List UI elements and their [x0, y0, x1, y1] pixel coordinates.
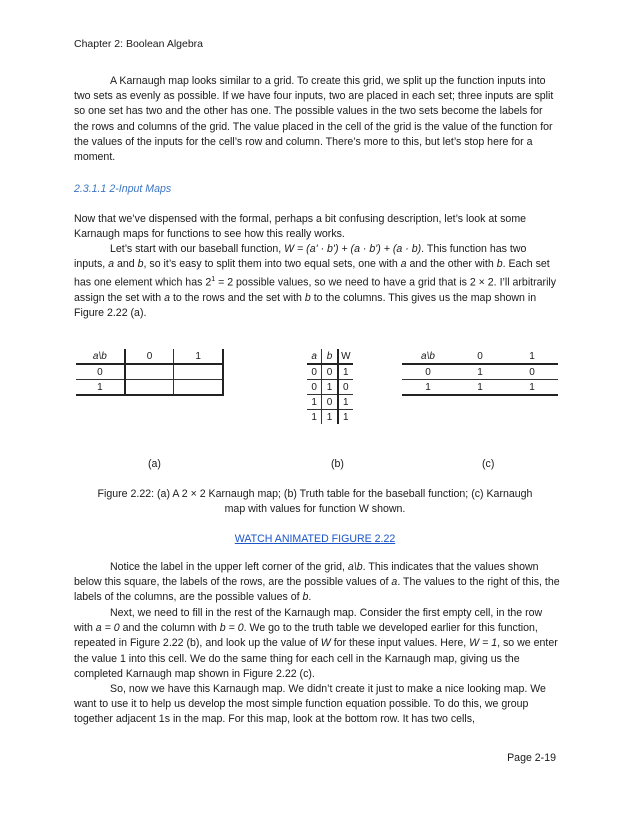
kmap-col-label: 0	[125, 349, 174, 364]
kmap-cell	[174, 380, 223, 396]
truth-header: a	[307, 349, 322, 364]
kmap-cell	[174, 364, 223, 380]
intro-paragraph: A Karnaugh map looks similar to a grid. To create this grid, we split up the function inputs into two sets as evenly as possible. If we have four inputs, two are placed in each set; three inputs are split so one set has two and the other has one. The possible values in the two sets become the labels for the rows and columns of the grid. The value placed in the cell of the grid is the value of the function for the values of the inputs for the cell’s row and column. There’s more to this, but let’s stop here for a moment.	[74, 75, 554, 164]
truth-cell: 1	[322, 380, 338, 395]
kmap-cell	[125, 364, 174, 380]
figure-caption: Figure 2.22: (a) A 2 × 2 Karnaugh map; (b) Truth table for the baseball function; (c) Karnaugh map with values for function W shown.	[97, 488, 533, 516]
truth-cell: 1	[307, 410, 322, 425]
kmap-cell	[125, 380, 174, 396]
kmap-cell: 1	[477, 366, 483, 378]
truth-cell: 1	[307, 395, 322, 410]
kmap-row-label: 0	[76, 364, 125, 380]
kmap-row-label: 1	[425, 381, 431, 393]
truth-cell: 0	[343, 381, 349, 393]
kmap-cell: 0	[529, 366, 535, 378]
paragraph-4: Notice the label in the upper left corner of the grid, a\b. This indicates that the values shown below this square, the labels of the rows, are the possible values of a. The values to the right of this, the labels of the columns, are the possible values of b.	[74, 561, 560, 604]
figure-label-b: (b)	[331, 458, 344, 470]
kmap-corner-label: a\b	[421, 350, 435, 362]
kmap-col-label: 1	[174, 349, 223, 364]
kmap-filled	[402, 349, 558, 396]
kmap-empty	[76, 349, 224, 396]
paragraph-2: Now that we’ve dispensed with the formal, perhaps a bit confusing description, let’s look at some Karnaugh maps for functions to see how this really works.	[74, 213, 527, 241]
truth-cell: 1	[322, 410, 338, 425]
truth-table	[307, 349, 353, 424]
kmap-cell: 1	[529, 381, 535, 393]
kmap-col-label: 1	[529, 350, 535, 362]
page-number: Page 2-19	[507, 752, 556, 764]
truth-cell: 0	[322, 395, 338, 410]
kmap-corner-label: a\b	[76, 349, 125, 364]
truth-cell: 1	[343, 396, 349, 408]
truth-cell: 1	[343, 411, 349, 423]
figure-label-a: (a)	[148, 458, 161, 470]
paragraph-3: Let’s start with our baseball function, W = (a' · b') + (a · b') + (a · b). This function has two inputs, a and b, so it’s easy to split them into two equal sets, one with a and the other with b. Each set has one element which has $2^1 = 2$ possible values, so we need to have a grid that is 2 × 2. I’ll arbitrarily assign the set with a to the rows and the set with b to the columns. This gives us the map shown in Figure 2.22 (a).	[74, 243, 557, 320]
kmap-cell: 1	[477, 381, 483, 393]
section-heading: 2.3.1.1 2-Input Maps	[74, 183, 172, 195]
figure-label-c: (c)	[482, 458, 495, 470]
watch-animated-figure-link[interactable]: WATCH ANIMATED FIGURE 2.22	[234, 533, 396, 545]
truth-cell: 1	[343, 366, 349, 378]
paragraph-5: Next, we need to fill in the rest of the Karnaugh map. Consider the first empty cell, in the row with a = 0 and the column with b = 0. We go to the truth table we developed earlier for this function, repeated in Figure 2.22 (b), and look up the value of W for these input values. Here, W = 1, so we enter the value 1 into this cell. We do the same thing for each cell in the Karnaugh map, giving us the completed Karnaugh map shown in Figure 2.22 (c).	[74, 607, 558, 680]
kmap-col-label: 0	[477, 350, 483, 362]
truth-cell: 0	[307, 364, 322, 380]
truth-header: b	[322, 349, 338, 364]
kmap-row-label: 0	[425, 366, 431, 378]
kmap-row-label: 1	[76, 380, 125, 396]
paragraph-6: So, now we have this Karnaugh map. We didn’t create it just to make a nice looking map. We want to use it to help us develop the most simple function equation possible. To do this, we group together adjacent 1s in the map. For this map, look at the bottom row. It has two cells,	[74, 683, 546, 726]
truth-header: W	[341, 350, 351, 362]
truth-cell: 0	[307, 380, 322, 395]
truth-cell: 0	[322, 364, 338, 380]
page-header: Chapter 2: Boolean Algebra	[74, 38, 204, 50]
